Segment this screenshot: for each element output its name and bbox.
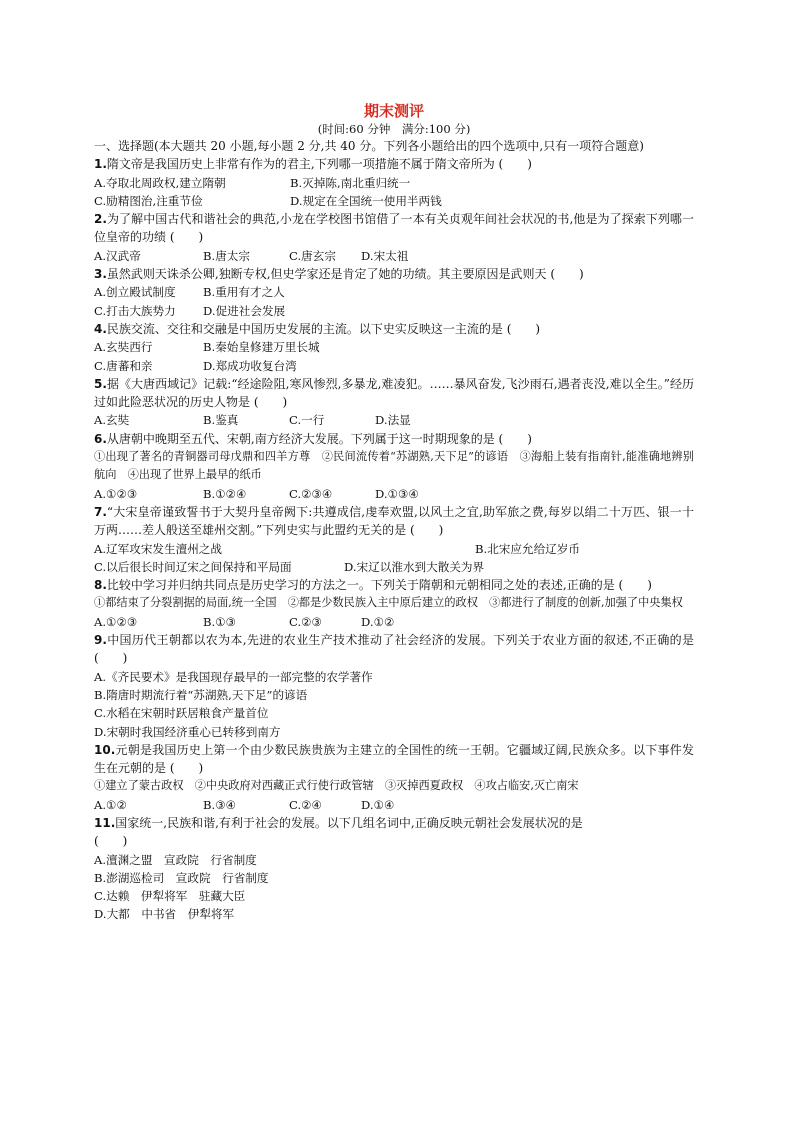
option-b: B.澎湖巡检司 宣政院 行省制度 — [94, 870, 269, 885]
option-a: A.夺取北周政权,建立隋朝 — [94, 175, 226, 190]
option-b: B.鉴真 — [203, 413, 239, 428]
option-d: D.法显 — [375, 413, 411, 428]
option-b: B.灭掉陈,南北重归统一 — [290, 175, 411, 190]
exam-subtitle: (时间:60 分钟 满分:100 分) — [317, 122, 471, 136]
option-b: B.重用有才之人 — [203, 285, 285, 300]
section-heading: 一、选择题(本大题共 20 小题,每小题 2 分,共 40 分。下列各小题给出的四个选项中,只有一项符合题意) — [94, 139, 644, 153]
question-9 — [94, 631, 694, 741]
option-d: D.宋朝时我国经济重心已转移到南方 — [94, 724, 281, 739]
option-b: B.①②④ — [203, 486, 247, 501]
question-stem: 据《大唐西域记》记载:“经途险阻,寒风惨烈,多暴龙,难凌犯。……暴风奋发,飞沙雨石,遇者丧没,难以全生。”经历过如此险恶状况的历史人物是 ( ) — [94, 376, 694, 410]
question-11 — [94, 814, 694, 924]
answer-bracket: ( ) — [94, 834, 128, 849]
question-stem: 中国历代王朝都以农为本,先进的农业生产技术推动了社会经济的发展。下列关于农业方面的叙述,不正确的是 ( ) — [94, 633, 694, 666]
option-a: A.汉武帝 — [94, 248, 141, 263]
question-10 — [94, 741, 694, 814]
option-c: C.②④ — [289, 797, 322, 812]
question-8 — [94, 576, 694, 631]
option-a: A.创立殿试制度 — [94, 285, 176, 300]
question-number: 9. — [94, 633, 107, 648]
question-stem: “大宋皇帝谨致誓书于大契丹皇帝阙下:共遵成信,虔奉欢盟,以风土之宜,助军旅之费,每岁以绢二十万匹、银一十万两……差人般送至雄州交割。”下列史实与此盟约无关的是 ( ) — [94, 504, 694, 538]
question-stem: 比较中学习并归纳共同点是历史学习的方法之一。下列关于隋朝和元朝相同之处的表述,正确的是 ( ) — [106, 578, 652, 593]
question-number: 11. — [94, 815, 116, 830]
question-stem: 民族交流、交往和交融是中国历史发展的主流。以下史实反映这一主流的是 ( ) — [106, 321, 541, 336]
question-number: 3. — [94, 267, 107, 282]
question-stem: 隋文帝是我国历史上非常有作为的君主,下列哪一项措施不属于隋文帝所为 ( ) — [106, 157, 532, 172]
option-d: D.大都 中书省 伊犁将军 — [94, 907, 235, 922]
question-stem: 从唐朝中晚期至五代、宋朝,南方经济大发展。下列属于这一时期现象的是 ( ) — [106, 431, 532, 446]
question-2 — [94, 210, 694, 265]
option-c: C.唐蕃和亲 — [94, 358, 153, 373]
question-number: 5. — [94, 376, 107, 391]
question-3 — [94, 265, 694, 320]
exam-page — [94, 102, 694, 924]
option-c: C.打击大族势力 — [94, 303, 176, 318]
question-1 — [94, 155, 694, 210]
question-items: ①建立了蒙古政权 ②中央政府对西藏正式行使行政管辖 ③灭掉西夏政权 ④攻占临安,灭亡南宋 — [94, 779, 579, 793]
question-stem: 国家统一,民族和谐,有利于社会的发展。以下几组名词中,正确反映元朝社会发展状况的是 — [115, 815, 583, 830]
option-b: B.秦始皇修建万里长城 — [203, 340, 320, 355]
question-number: 10. — [94, 742, 116, 757]
question-stem: 虽然武则天诛杀公卿,独断专权,但史学家还是肯定了她的功绩。其主要原因是武则天 ( ) — [106, 267, 584, 282]
option-a: A.①② — [94, 797, 127, 812]
option-c: C.励精图治,注重节俭 — [94, 193, 203, 208]
option-c: C.唐玄宗 — [289, 248, 336, 263]
question-number: 4. — [94, 321, 107, 336]
question-6 — [94, 430, 694, 503]
option-a: A.《齐民要术》是我国现存最早的一部完整的农学著作 — [94, 669, 373, 684]
option-d: D.促进社会发展 — [203, 303, 286, 318]
option-a: A.辽军攻宋发生澶州之战 — [94, 541, 222, 556]
question-4 — [94, 320, 694, 375]
question-number: 2. — [94, 212, 107, 227]
option-d: D.宋辽以淮水到大散关为界 — [344, 559, 485, 574]
option-d: D.规定在全国统一使用半两钱 — [290, 193, 442, 208]
option-d: D.①④ — [361, 797, 395, 812]
question-stem: 元朝是我国历史上第一个由少数民族贵族为主建立的全国性的统一王朝。它疆域辽阔,民族众多。以下事件发生在元朝的是 ( ) — [94, 742, 694, 776]
option-a: A.①②③ — [94, 486, 138, 501]
option-d: D.郑成功收复台湾 — [203, 358, 297, 373]
question-number: 6. — [94, 431, 107, 446]
option-c: C.以后很长时间辽宋之间保持和平局面 — [94, 559, 292, 574]
page-title: 期末测评 — [363, 102, 424, 120]
option-a: A.澶渊之盟 宣政院 行省制度 — [94, 852, 257, 867]
question-items: ①都结束了分裂割据的局面,统一全国 ②都是少数民族入主中原后建立的政权 ③都进行了制度的创新,加强了中央集权 — [94, 596, 683, 610]
option-a: A.①②③ — [94, 614, 138, 629]
question-number: 7. — [94, 504, 107, 519]
option-c: C.水稻在宋朝时跃居粮食产量首位 — [94, 706, 269, 721]
option-a: A.玄奘西行 — [94, 340, 153, 355]
question-number: 1. — [94, 157, 107, 172]
option-d: D.①② — [361, 614, 395, 629]
option-c: C.②③ — [289, 614, 322, 629]
option-d: D.①③④ — [375, 486, 419, 501]
option-c: C.②③④ — [289, 486, 333, 501]
question-7 — [94, 503, 694, 576]
option-d: D.宋太祖 — [361, 248, 409, 263]
question-items: ①出现了著名的青铜器司母戊鼎和四羊方尊 ②民间流传着“苏湖熟,天下足”的谚语 ③海船上装有指南针,能准确地辨别航向 ④出现了世界上最早的纸币 — [94, 450, 694, 482]
question-5 — [94, 375, 694, 430]
question-stem: 为了解中国古代和谐社会的典范,小龙在学校图书馆借了一本有关贞观年间社会状况的书,他是为了探索下列哪一位皇帝的功绩 ( ) — [94, 212, 694, 245]
option-c: C.达赖 伊犁将军 驻藏大臣 — [94, 889, 246, 904]
option-b: B.①③ — [203, 614, 236, 629]
option-b: B.隋唐时期流行着“苏湖熟,天下足”的谚语 — [94, 687, 308, 702]
option-c: C.一行 — [289, 413, 325, 428]
option-b: B.唐太宗 — [203, 248, 250, 263]
option-b: B.北宋应允给辽岁币 — [475, 541, 580, 556]
option-b: B.③④ — [203, 797, 236, 812]
question-number: 8. — [94, 578, 107, 593]
option-a: A.玄奘 — [94, 413, 130, 428]
